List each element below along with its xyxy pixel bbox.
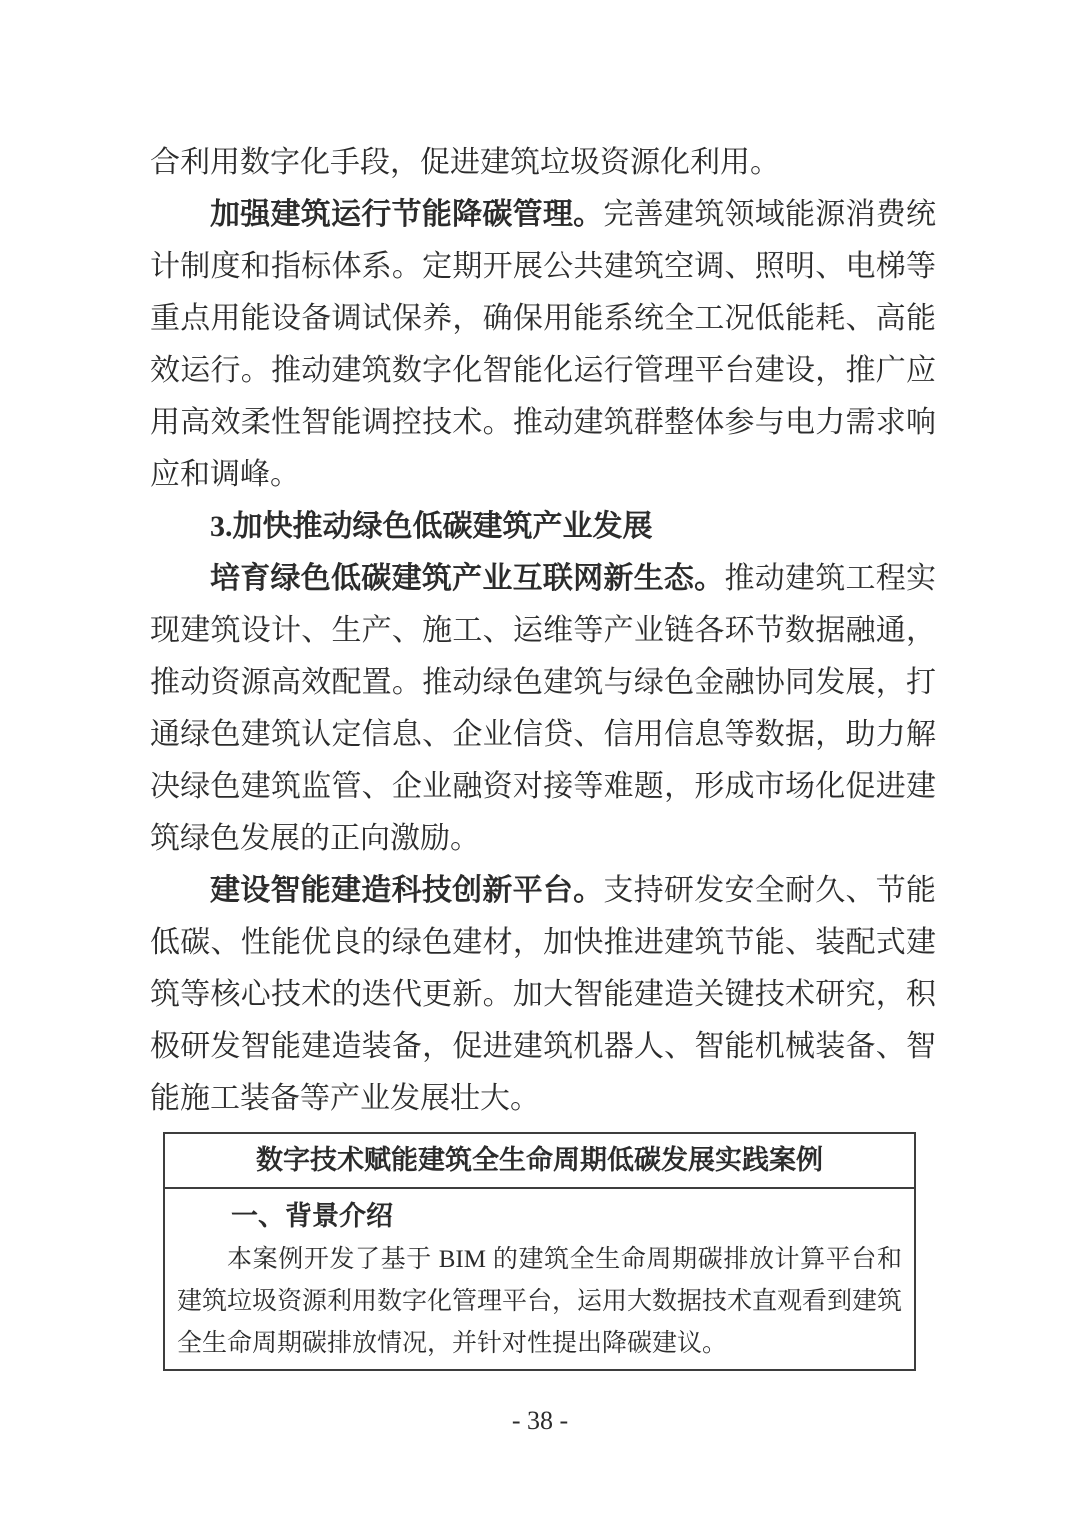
case-study-box-title: 数字技术赋能建筑全生命周期低碳发展实践案例 [165, 1134, 914, 1189]
paragraph-building-operation [150, 189, 936, 501]
paragraph-continuation: 合利用数字化手段，促进建筑垃圾资源化利用。 [150, 146, 780, 179]
paragraph-body-text: 完善建筑领域能源消费统计制度和指标体系。定期开展公共建筑空调、照明、电梯等重点用能设备调试保养，确保用能系统全工况低能耗、高能效运行。推动建筑数字化智能化运行管理平台建设，推广应用高效柔性智能调控技术。推动建筑群整体参与电力需求响应和调峰。 [150, 198, 937, 491]
paragraph-lead-bold: 培育绿色低碳建筑产业互联网新生态。 [210, 562, 725, 595]
paragraph-green-industry [150, 553, 936, 865]
case-study-box-content [165, 1189, 914, 1369]
paragraph-lead-bold: 建设智能建造科技创新平台。 [210, 874, 604, 907]
paragraph-smart-construction [150, 865, 936, 1125]
paragraph-lead-bold: 加强建筑运行节能降碳管理。 [210, 198, 604, 231]
case-study-box [163, 1132, 916, 1371]
paragraph-body-text: 推动建筑工程实现建筑设计、生产、施工、运维等产业链各环节数据融通，推动资源高效配置。推动绿色建筑与绿色金融协同发展，打通绿色建筑认定信息、企业信贷、信用信息等数据，助力解决绿色建筑监管、企业融资对接等难题，形成市场化促进建筑绿色发展的正向激励。 [150, 562, 937, 855]
paragraph-body-text: 支持研发安全耐久、节能低碳、性能优良的绿色建材，加快推进建筑节能、装配式建筑等核心技术的迭代更新。加大智能建造关键技术研究，积极研发智能建造装备，促进建筑机器人、智能机械装备、智能施工装备等产业发展壮大。 [150, 874, 937, 1115]
case-study-body-text: 本案例开发了基于 BIM 的建筑全生命周期碳排放计算平台和建筑垃圾资源利用数字化管理平台，运用大数据技术直观看到建筑全生命周期碳排放情况，并针对性提出降碳建议。 [177, 1246, 903, 1357]
page-body [150, 137, 936, 1125]
section-heading-3: 3.加快推动绿色低碳建筑产业发展 [210, 510, 653, 543]
page-number: - 38 - [511, 1406, 569, 1435]
case-study-section-heading: 一、背景介绍 [231, 1201, 393, 1231]
